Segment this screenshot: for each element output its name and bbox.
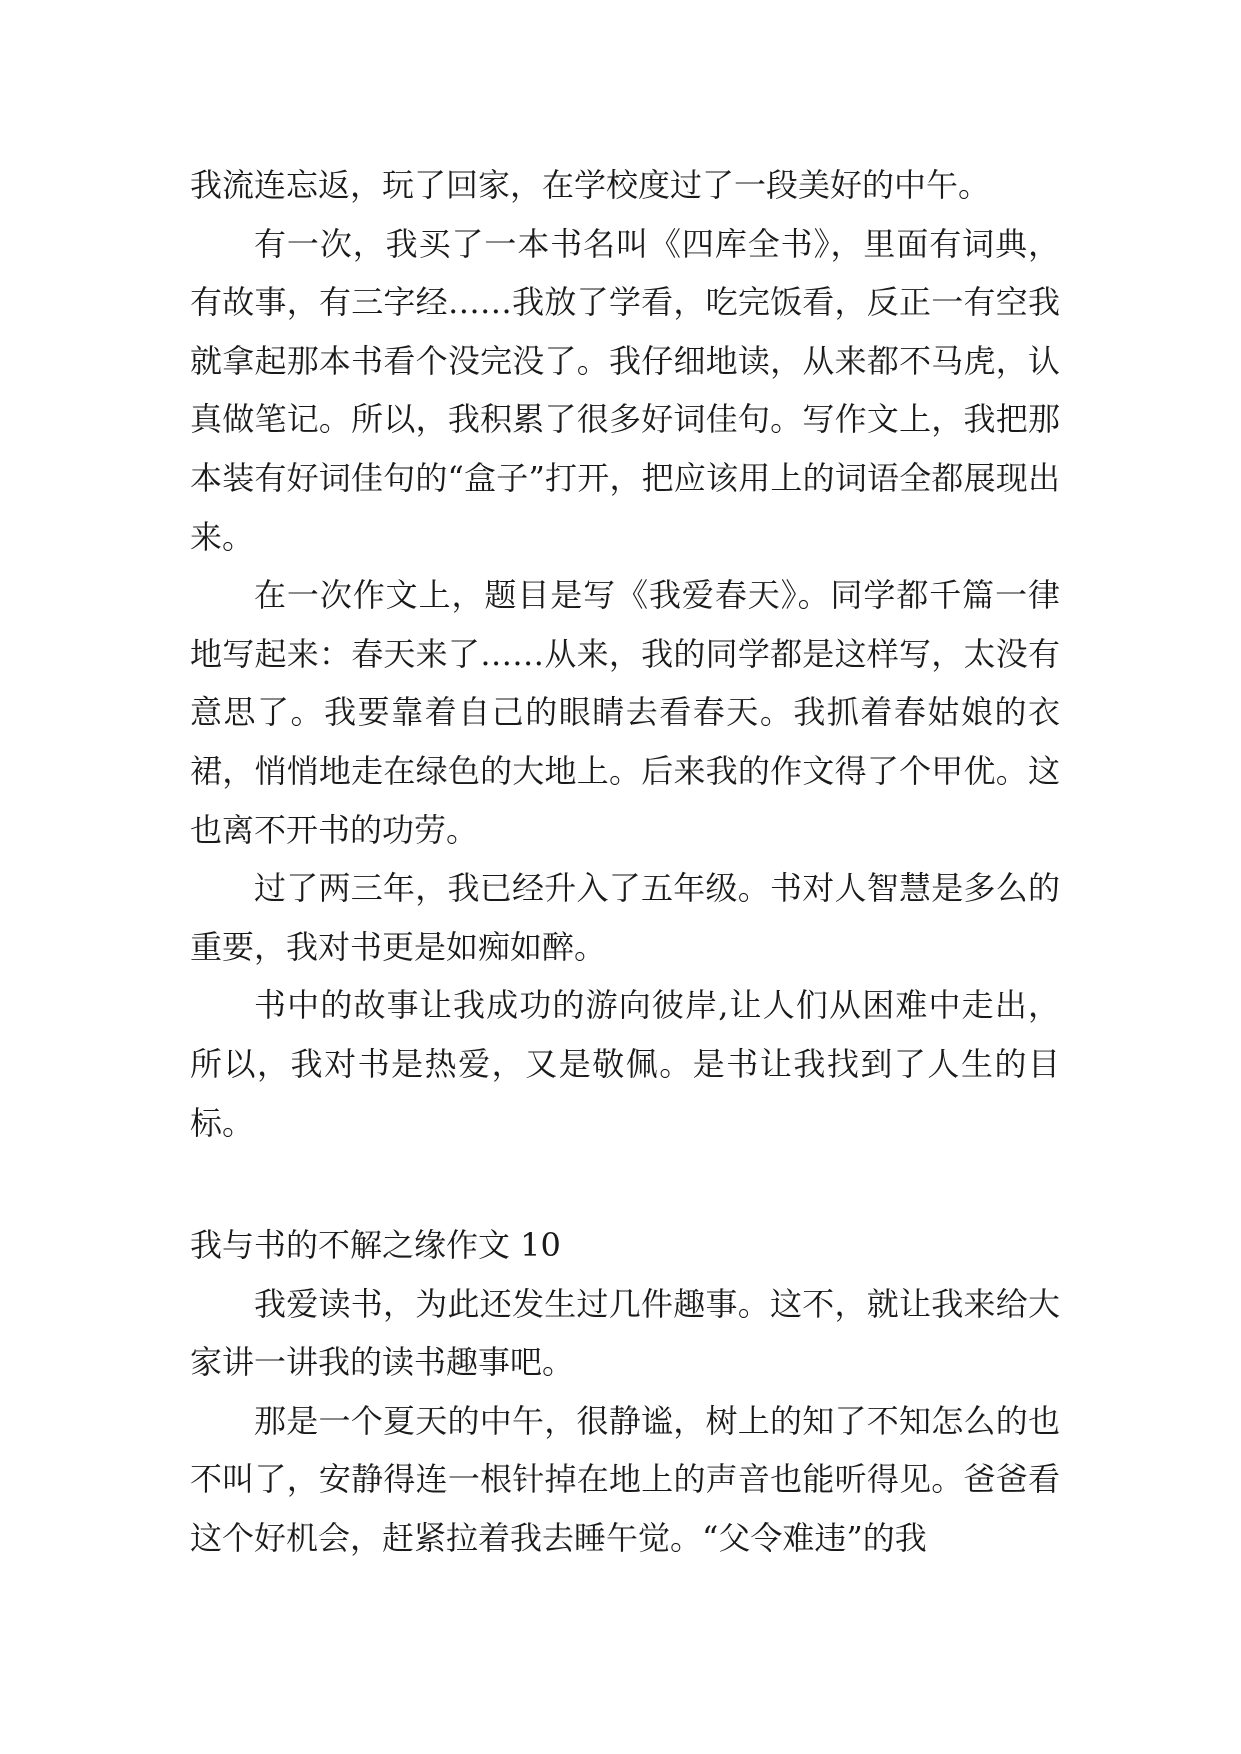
paragraph-4: 过了两三年，我已经升入了五年级。书对人智慧是多么的重要，我对书更是如痴如醉。 [190, 869, 1060, 966]
paragraph-6: 我爱读书，为此还发生过几件趣事。这不，就让我来给大家讲一讲我的读书趣事吧。 [190, 1284, 1060, 1382]
paragraph-3: 在一次作文上，题目是写《我爱春天》。同学都千篇一律地写起来：春天来了……从来，我的同学都是这样写，太没有意思了。我要靠着自己的眼睛去看春天。我抓着春姑娘的衣裙，悄悄地走在绿色的大地上。后来我的作文得了个甲优。这也离不开书的功劳。 [190, 576, 1060, 849]
paragraph-1: 我流连忘返，玩了回家，在学校度过了一段美好的中午。 [190, 166, 991, 204]
paragraph-5: 书中的故事让我成功的游向彼岸,让人们从困难中走出，所以，我对书是热爱，又是敬佩。是书让我找到了人生的目标。 [190, 986, 1060, 1142]
section-gap [190, 1152, 1060, 1216]
section-heading: 我与书的不解之缘作文 10 [190, 1226, 561, 1265]
paragraph-7: 那是一个夏天的中午，很静谧，树上的知了不知怎么的也不叫了，安静得连一根针掉在地上的声音也能听得见。爸爸看这个好机会，赶紧拉着我去睡午觉。“父令难违”的我 [190, 1401, 1060, 1558]
paragraph-2: 有一次，我买了一本书名叫《四库全书》，里面有词典，有故事，有三字经……我放了学看，吃完饭看，反正一有空我就拿起那本书看个没完没了。我仔细地读，从来都不马虎，认真做笔记。所以，我积累了很多好词佳句。写作文上，我把那本装有好词佳句的“盒子”打开，把应该用上的词语全都展现出来。 [190, 224, 1060, 556]
document-body [190, 156, 1060, 1568]
